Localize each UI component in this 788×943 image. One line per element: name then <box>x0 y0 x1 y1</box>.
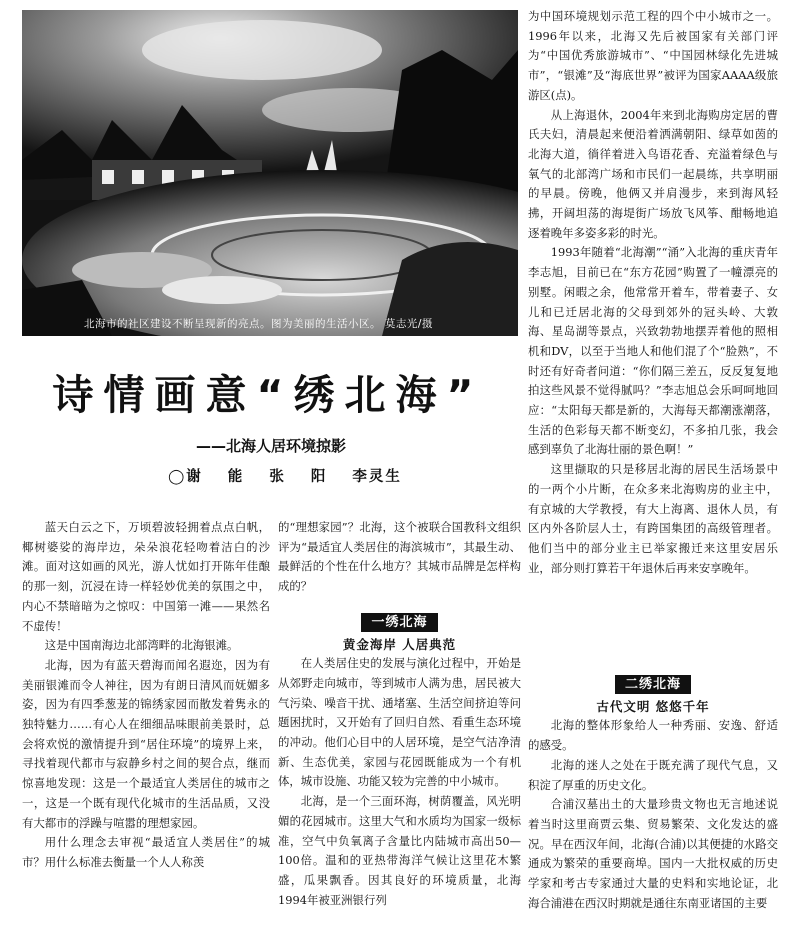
section-2-label: 二绣北海 <box>615 675 691 694</box>
paragraph: 北海的迷人之处在于既充满了现代气息，又积淀了厚重的历史文化。 <box>528 757 778 792</box>
paragraph: 这里撷取的只是移居北海的居民生活场景中的一两个小片断，在众多来北海购房的业主中，有京城的大学教授，有大上海离、退休人员，有区内外各阶层人士，有跨国集团的高级管理者。他们当中的部分业主已举家搬迁来这里安居乐业，部分则打算若干年退休后再来安享晚年。 <box>528 462 778 575</box>
paragraph: 蓝天白云之下，万顷碧波轻拥着点点白帆，椰树婆娑的海岸边，朵朵浪花轻吻着洁白的沙滩。面对这如画的风光，游人忧如打开陈年佳酿的那一刻，沉浸在诗一样轻妙优美的氛围之中，内心不禁暗暗为之惊叹：中国第一滩——果然名不虚传！ <box>22 520 270 633</box>
paragraph: 从上海退休，2004年来到北海购房定居的曹氏夫妇，清晨起来便沿着洒满朝阳、绿草如茵的北海大道，徜徉着进入鸟语花香、充溢着绿色与氧气的北部湾广场和市民们一起晨练，共享明丽的早晨。傍晚，他俩又并肩漫步，来到海风轻拂，开阔坦荡的海堤街广场放飞风筝、酣畅地追逐着晚年多姿多彩的时光。 <box>528 107 778 240</box>
header-photo <box>22 10 518 336</box>
photo-caption: 北海市的社区建设不断呈现新的亮点。图为美丽的生活小区。 莫志光/摄 <box>84 318 433 330</box>
column-right-top <box>528 7 778 578</box>
paragraph: 北海，是一个三面环海，树荫覆盖，风光明媚的花园城市。这里大气和水质均为国家一级标准，空气中负氧离子含量比内陆城市高出50—100倍。温和的亚热带海洋气候让这里花木繁盛，瓜果飘香。因其良好的环境质量，北海1994年被亚洲银行列 <box>278 794 521 907</box>
article-title: 诗情画意“绣北海” <box>52 371 484 419</box>
paragraph: 用什么理念去审视“最适宜人类居住”的城市？用什么标准去衡量一个人人称羡 <box>22 835 270 869</box>
paragraph: 的“理想家园”？北海，这个被联合国教科文组织评为“最适宜人类居住的海滨城市”，其最生动、最鲜活的个性在什么地方？其城市品牌是怎样构成的？ <box>278 520 521 594</box>
article-subtitle: ——北海人居环境掠影 <box>196 437 347 455</box>
plaza-photo-icon <box>22 10 518 336</box>
paragraph: 在人类居住史的发展与演化过程中，开始是从郊野走向城市，等到城市人满为患，居民被大气污染、噪音干扰、通堵塞、生活空间挤迫等问题困扰时，又开始有了回归自然、看重生态环境的冲动。他们心目中的人居环境，是空气洁净清新、生态优美，家园与花园既能成为一个有机体，城市设施、功能又较为完善的中小城市。 <box>278 656 521 789</box>
paragraph: 北海的整体形象给人一种秀丽、安逸、舒适的感受。 <box>528 718 778 753</box>
section-2-header <box>528 675 778 695</box>
paragraph: 北海，因为有蓝天碧海而闻名遐迩，因为有美丽银滩而令人神往，因为有朗日清风而妩媚多姿，因为有四季葱茏的锦绣家园而散发着隽永的独特魅力……有心人在细细品味眼前美景时，总会将欢悦的激情提升到“居住环境”的境界上来，寻找着现代都市与寂静乡村之间的契合点，继而惊喜地发现：这是一个最适宜人类居住的城市之一，这是一个既有现代化城市的生活品质，又没有大都市的浮躁与喧嚣的理想家园。 <box>22 657 270 830</box>
paragraph: 1993年随着“北海潮”“涌”入北海的重庆青年李志旭，目前已在“东方花园”购置了一幢漂亮的别墅。闲暇之余，他常常开着车，带着妻子、女儿和已迁居北海的父母到郊外的冠头岭、大敦海、星岛湖等景点，兴致勃勃地摆弄着他的照相机和DV，以至于当地人和他们混了个“脸熟”，不时还有好奇者问道：“你们隔三差五，反反复复地拍这些风景不觉得腻吗？”李志旭总会乐呵呵地回应：“太阳每天都是新的，大海每天都潮涨潮落，生活的色彩每天都不断变幻，不多拍几张，我会感到辜负了北海壮丽的景色啊！” <box>528 245 778 457</box>
column-1 <box>22 518 270 873</box>
section-1-subheading: 黄金海岸 人居典范 <box>342 636 457 652</box>
section-2-subheading: 古代文明 悠悠千年 <box>596 698 710 714</box>
section-1-label: 一绣北海 <box>361 613 437 632</box>
section-1-header <box>278 613 521 633</box>
column-3 <box>528 675 778 913</box>
paragraph: 为中国环境规划示范工程的四个中小城市之一。1996年以来，北海又先后被国家有关部门评为“中国优秀旅游城市”、“中国园林绿化先进城市”，“银滩”及“海底世界”被评为国家AAAA级旅游区(点)。 <box>528 9 778 102</box>
paragraph: 合浦汉墓出土的大量珍贵文物也无言地述说着当时这里商贾云集、贸易繁荣、文化发达的盛况。早在西汉年间，北海(合浦)以其便捷的水路交通成为繁荣的重要商埠。国内一大批权威的历史学家和考古专家通过大量的史料和实地论证，北海合浦港在西汉时期就是通往东南亚诸国的主要 <box>528 797 778 910</box>
article-authors: ◯谢 能 张 阳 李灵生 <box>168 469 402 485</box>
paragraph: 这是中国南海边北部湾畔的北海银滩。 <box>44 638 239 653</box>
column-2 <box>278 518 521 910</box>
